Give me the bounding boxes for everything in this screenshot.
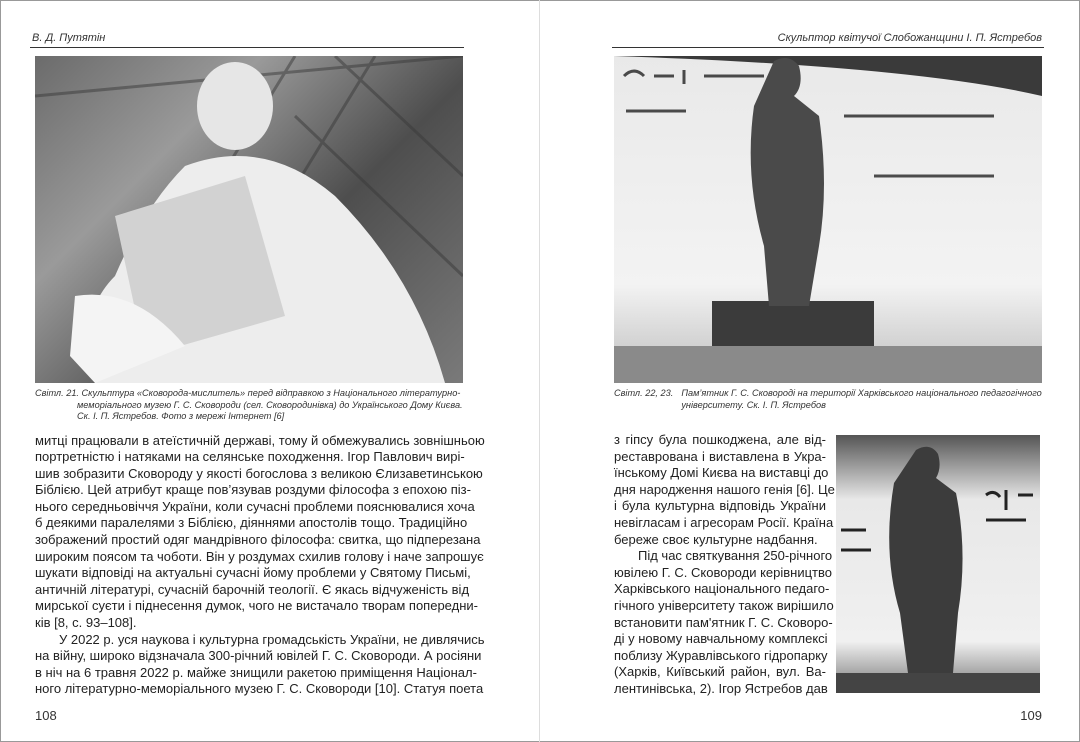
text-line: береже своє культурне надбання. — [614, 531, 818, 547]
running-header-author: В. Д. Путятін — [32, 32, 106, 44]
text-line: широким поясом та чоботи. Він у роздумах схилив голову і наче запрошує — [35, 548, 484, 564]
text-line: ного літературно-меморіального музею Г. С. Сковороди [10]. Статуя поета — [35, 681, 484, 697]
header-rule — [612, 47, 1044, 48]
text-line: портретністю і натяками на селянське походження. Ігор Павлович вирі- — [35, 449, 465, 465]
caption-line: Ск. І. П. Ястребов. Фото з мережі Інтернет [6] — [77, 411, 285, 421]
text-line: (Харків, Київський район, вул. Ва- — [614, 664, 826, 680]
caption-line: меморіального музею Г. С. Сковороди (сел. Сковородинівка) до Українського Дому Києва. — [77, 399, 463, 410]
text-line: античній літературі, сучасній барочній теології. Є якась відчуженість від — [35, 581, 470, 597]
text-line: і була культурна відповідь України — [614, 498, 826, 514]
page-number-left: 108 — [35, 708, 57, 723]
text-line: Біблією. Цей атрибут краще пов’язував роздуми філософа з епохою піз- — [35, 482, 471, 498]
text-line: ювілею Г. С. Сковороди керівництво — [614, 564, 833, 580]
text-line: ків [8, с. 93–108]. — [35, 615, 137, 631]
text-line: Під час святкування 250-річного — [638, 548, 833, 564]
left-column — [35, 388, 485, 698]
caption-line: університету. Ск. І. П. Ястребов — [681, 399, 826, 410]
text-line: Харківського національного педаго- — [614, 581, 830, 597]
text-line: дня народження нашого генія [6]. Це — [614, 481, 835, 497]
text-line: митці працювали в атеїстичній державі, тому й обмежувались зовнішньою — [35, 432, 485, 448]
text-line: У 2022 р. уся наукова і культурна громадськість України, не дивлячись — [59, 631, 485, 647]
caption-line: Світл. 21. Скульптура «Сковорода-мислитель» перед відправкою з Національного літературно- — [35, 388, 461, 398]
text-line: в ніч на 6 травня 2022 р. майже знищили ракетою приміщення Націонал- — [35, 664, 477, 680]
photo-monument-wall — [614, 56, 1042, 383]
running-header-title: Скульптор квітучої Слобожанщини І. П. Ястребов — [777, 32, 1042, 44]
book-spine — [539, 0, 540, 742]
text-line: реставрована і виставлена в Укра- — [614, 448, 826, 464]
text-line: ді у новому навчальному комплексі — [614, 631, 828, 647]
text-line: шив зобразити Сковороду у якості богослова з великою Єлизаветинською — [35, 465, 483, 481]
text-line: мирської суєти і піднесення думок, чого не вистачало творам попередни- — [35, 598, 478, 614]
figure-caption-22-23 — [614, 388, 1044, 411]
text-line: лентинівська, 2). Ігор Ястребов дав — [614, 680, 828, 696]
right-body-text — [614, 432, 835, 698]
page-number-right: 109 — [1020, 708, 1042, 723]
text-line: зображений простий одяг мандрівного філософа: свитка, що підперезана — [35, 532, 481, 548]
photo-sculpture-thinker — [35, 56, 463, 383]
text-line: невігласам і агресорам Росії. Країна — [614, 514, 834, 530]
header-rule — [30, 47, 464, 48]
text-line: шукати відповіді на актуальні сучасні йому проблеми у Святому Письмі, — [35, 565, 471, 581]
caption-line: Пам’ятник Г. С. Сковороді на території Харківського національного педагогічного — [681, 388, 1042, 398]
text-line: з гіпсу була пошкоджена, але від- — [614, 432, 826, 447]
left-body-text — [35, 432, 485, 699]
photo-monument-closeup — [836, 435, 1040, 693]
text-line: поблизу Журавлівського гідропарку — [614, 647, 828, 663]
text-line: нього середньовіччя України, коли сучасні проблеми пояснювалися хоча — [35, 498, 475, 514]
text-line: гічного університету також вирішило — [614, 597, 834, 613]
text-line: на війну, широко відзначала 300-річний ювілей Г. С. Сковороди. А росіяни — [35, 648, 482, 664]
text-line: б деякими паралелями з Біблією, діяннями апостолів тощо. Традиційно — [35, 515, 468, 531]
text-line: встановити пам'ятник Г. С. Сковоро- — [614, 614, 833, 630]
figure-caption-21 — [35, 388, 463, 423]
caption-lines — [681, 388, 1044, 411]
text-line: їнському Домі Києва на виставці до — [614, 465, 829, 481]
caption-label: Світл. 22, 23. — [614, 388, 674, 398]
